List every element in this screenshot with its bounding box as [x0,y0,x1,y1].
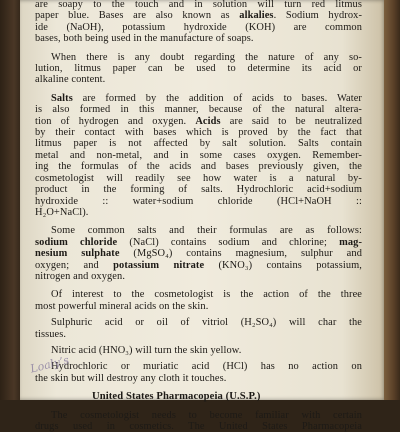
text-run: (MgSO₄) contains magnesium, sulphur and [119,248,362,260]
handwritten-annotation: Loaly’s [29,353,71,376]
text-run: (NaCl) contains sodium and chlorine; [117,236,340,248]
text-run: tion of hydrogen and oxygen. [35,115,196,127]
text-line: Hydrochloric or muriatic acid (HCl) has no action on [51,361,362,373]
text-line [35,248,362,259]
text-line: by their contact with bases which is proved by the fact that [35,127,362,139]
bold-term: mag- [339,236,362,248]
text-line [35,116,362,127]
text-line [35,93,362,104]
text-run: (KNO₃) contains potassium, [204,259,362,271]
bold-term: sodium chloride [35,236,118,248]
text-line: Of interest to the cosmetologist is the action of the three [51,289,362,301]
text-line: are soapy to the touch and in solution will turn red litmus [35,0,362,10]
bold-term: Acids [195,115,221,127]
book-edge [384,0,400,400]
text-line: Nitric acid (HNO₃) will turn the skin yellow. [51,344,242,356]
text-line: hydroxide :: water+sodium chloride (HCl+NaOH :: [35,195,362,207]
text-run: . Sodium hydrox- [273,10,363,22]
text-line [35,237,362,248]
text-line: cosmetologist will readily see how water is a natural by- [35,172,362,184]
text-line: the skin but will destroy any cloth it touches. [35,372,227,384]
text-line: Sulphuric acid or oil of vitriol (H₂SO₄) will char the [51,317,362,329]
text-line: metal and non-metal, and in some cases oxygen. Remember- [35,149,362,161]
text-line: H₂O+NaCl). [35,206,89,218]
text-line: nitrogen and oxygen. [35,270,126,282]
text-line: is also formed in this manner, because of the natural altera- [35,104,362,116]
text-line [35,10,362,21]
bold-term: potassium nitrate [113,259,205,271]
text-line: product in the forming of salts. Hydrochloric acid+sodium [35,184,362,196]
text-run: paper blue. Bases are also known as [35,10,240,22]
paragraph-gap [35,403,362,410]
text-line: most powerful mineral acids on the skin. [35,300,209,312]
paragraph-gap [35,45,362,52]
bold-term: nesium sulphate [35,248,120,260]
bold-term: alkalies [239,10,274,22]
text-run: oxygen; and [35,259,114,271]
text-line: ing the formulas of the acids and bases previously given, the [35,161,362,173]
section-heading: United States Pharmacopeia (U.S.P.) [92,391,261,403]
page-text [35,0,362,432]
paragraph-gap [35,282,362,289]
paragraph-gap [35,218,362,225]
paragraph-gap [35,86,362,93]
text-line: litmus paper is not affected by salt solution. Salts contain [35,138,362,150]
text-line: lution, litmus paper can be used to determine its acid or [35,63,362,75]
text-line: tissues. [35,328,67,340]
text-line: ide (NaOH), potassium hydroxide (KOH) are common [35,21,362,33]
text-line: The cosmetologist needs to become familiar with certain [51,409,362,421]
text-run: are formed by the addition of acids to bases. Water [72,92,362,104]
text-run: are said to be neutralized [220,115,362,127]
text-line: drugs used in cosmetics. The United States Pharmacopeia [35,421,362,432]
paragraph-gap [35,384,362,391]
text-line: When there is any doubt regarding the nature of any so- [51,51,362,63]
text-line: bases, both being used in the manufacture of soaps. [35,33,254,45]
text-line [35,260,362,271]
text-line: alkaline content. [35,74,106,86]
bold-term: Salts [51,92,73,104]
text-line: Some common salts and their formulas are as follows: [51,225,362,237]
